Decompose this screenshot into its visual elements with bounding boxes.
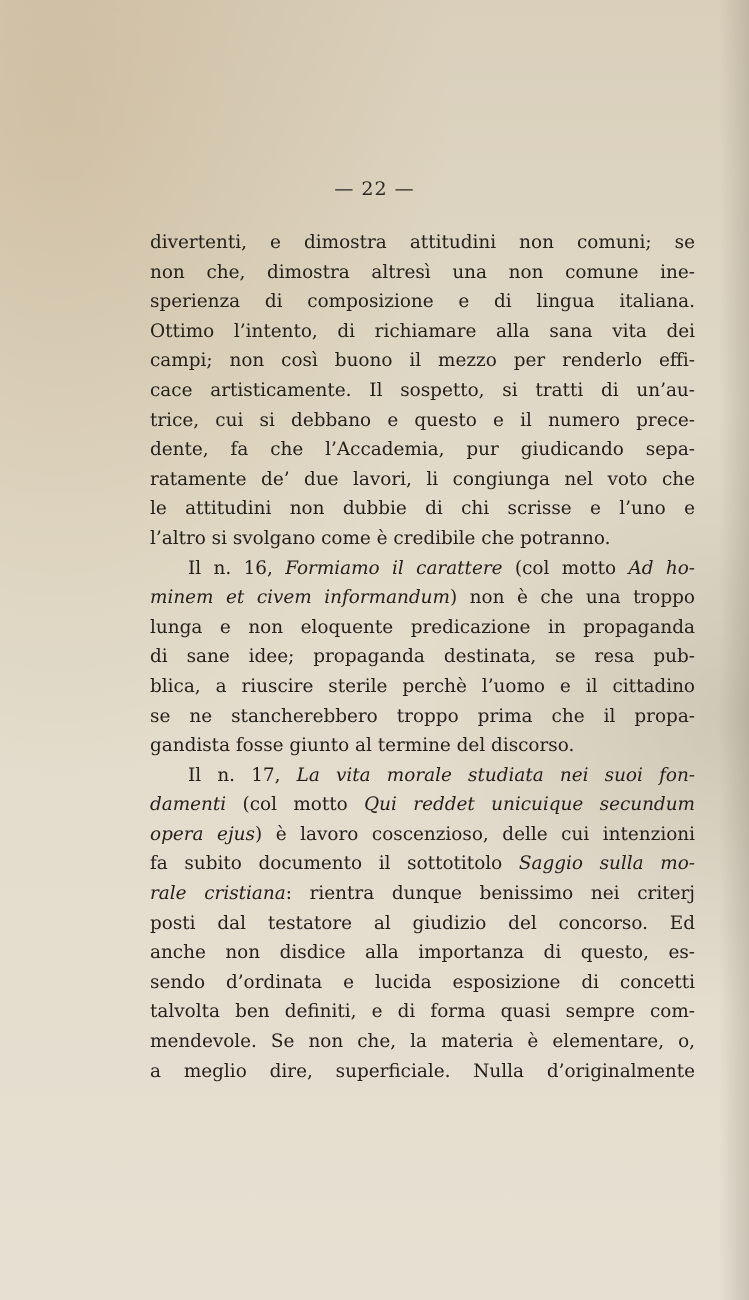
text-line: anche non disdice alla importanza di questo, es- [150, 942, 695, 964]
subtitle: rale cristiana [150, 883, 286, 905]
text-line: trice, cui si debbano e questo e il numero prece- [150, 409, 695, 431]
text-line: blica, a riuscire sterile perchè l’uomo e il cittadino [150, 675, 695, 697]
text-line: dente, fa che l’Accademia, pur giudicando sepa- [150, 439, 695, 461]
text-line: posti dal testatore al giudizio del concorso. Ed [150, 912, 695, 934]
work-title: La vita morale studiata nei suoi fon- [296, 764, 696, 786]
text-run: : rientra dunque benissimo nei criterj [285, 883, 695, 905]
text-line: di sane idee; propaganda destinata, se resa pub- [150, 646, 695, 668]
text-line: mendevole. Se non che, la materia è elementare, o, [150, 1031, 695, 1053]
text-line: sendo d’ordinata e lucida esposizione di concetti [150, 971, 695, 993]
page-number: — 22 — [334, 178, 415, 200]
text-run: ) non è che una troppo [449, 587, 695, 609]
text-line [150, 583, 695, 613]
text-line: a meglio dire, superficiale. Nulla d’originalmente [150, 1060, 695, 1082]
work-title: Formiamo il carattere [285, 557, 503, 579]
text-line [150, 820, 695, 850]
motto: Ad ho- [628, 557, 695, 579]
motto: opera ejus [150, 823, 255, 845]
text-line: sperienza di composizione e di lingua italiana. [150, 291, 695, 313]
text-run: ) è lavoro coscenzioso, delle cui intenzioni [254, 823, 696, 845]
text-run: (col motto [502, 557, 629, 579]
subtitle: Saggio sulla mo- [518, 853, 695, 875]
text-run: Il n. 17, [188, 764, 297, 786]
text-run: fa subito documento il sottotitolo [150, 853, 519, 875]
text-line [150, 849, 695, 879]
text-line: ratamente de’ due lavori, li congiunga nel voto che [150, 468, 695, 490]
text-line: se ne stancherebbero troppo prima che il propa- [150, 705, 695, 727]
motto: minem et civem informandum [150, 587, 450, 609]
text-line [150, 879, 695, 909]
body-text [150, 228, 695, 1086]
text-line: cace artisticamente. Il sospetto, si tratti di un’au- [150, 379, 695, 401]
text-line: le attitudini non dubbie di chi scrisse e l’uno e [150, 498, 695, 520]
text-line: talvolta ben definiti, e di forma quasi sempre com- [150, 1001, 695, 1023]
text-line [150, 761, 695, 791]
work-title: damenti [150, 794, 227, 816]
text-line: divertenti, e dimostra attitudini non comuni; se [150, 232, 695, 253]
text-line: campi; non così buono il mezzo per renderlo effi- [150, 350, 695, 372]
text-run: Il n. 16, [188, 557, 286, 579]
motto: Qui reddet unicuique secundum [364, 794, 695, 816]
text-line: Ottimo l’intento, di richiamare alla sana vita dei [150, 320, 695, 342]
text-line: l’altro si svolgano come è credibile che potranno. [150, 527, 611, 549]
text-line [150, 554, 695, 584]
text-line [150, 790, 695, 820]
text-line: lunga e non eloquente predicazione in propaganda [150, 616, 695, 638]
text-run: (col motto [226, 794, 365, 816]
text-line: non che, dimostra altresì una non comune ine- [150, 261, 695, 283]
text-line: gandista fosse giunto al termine del discorso. [150, 735, 575, 757]
